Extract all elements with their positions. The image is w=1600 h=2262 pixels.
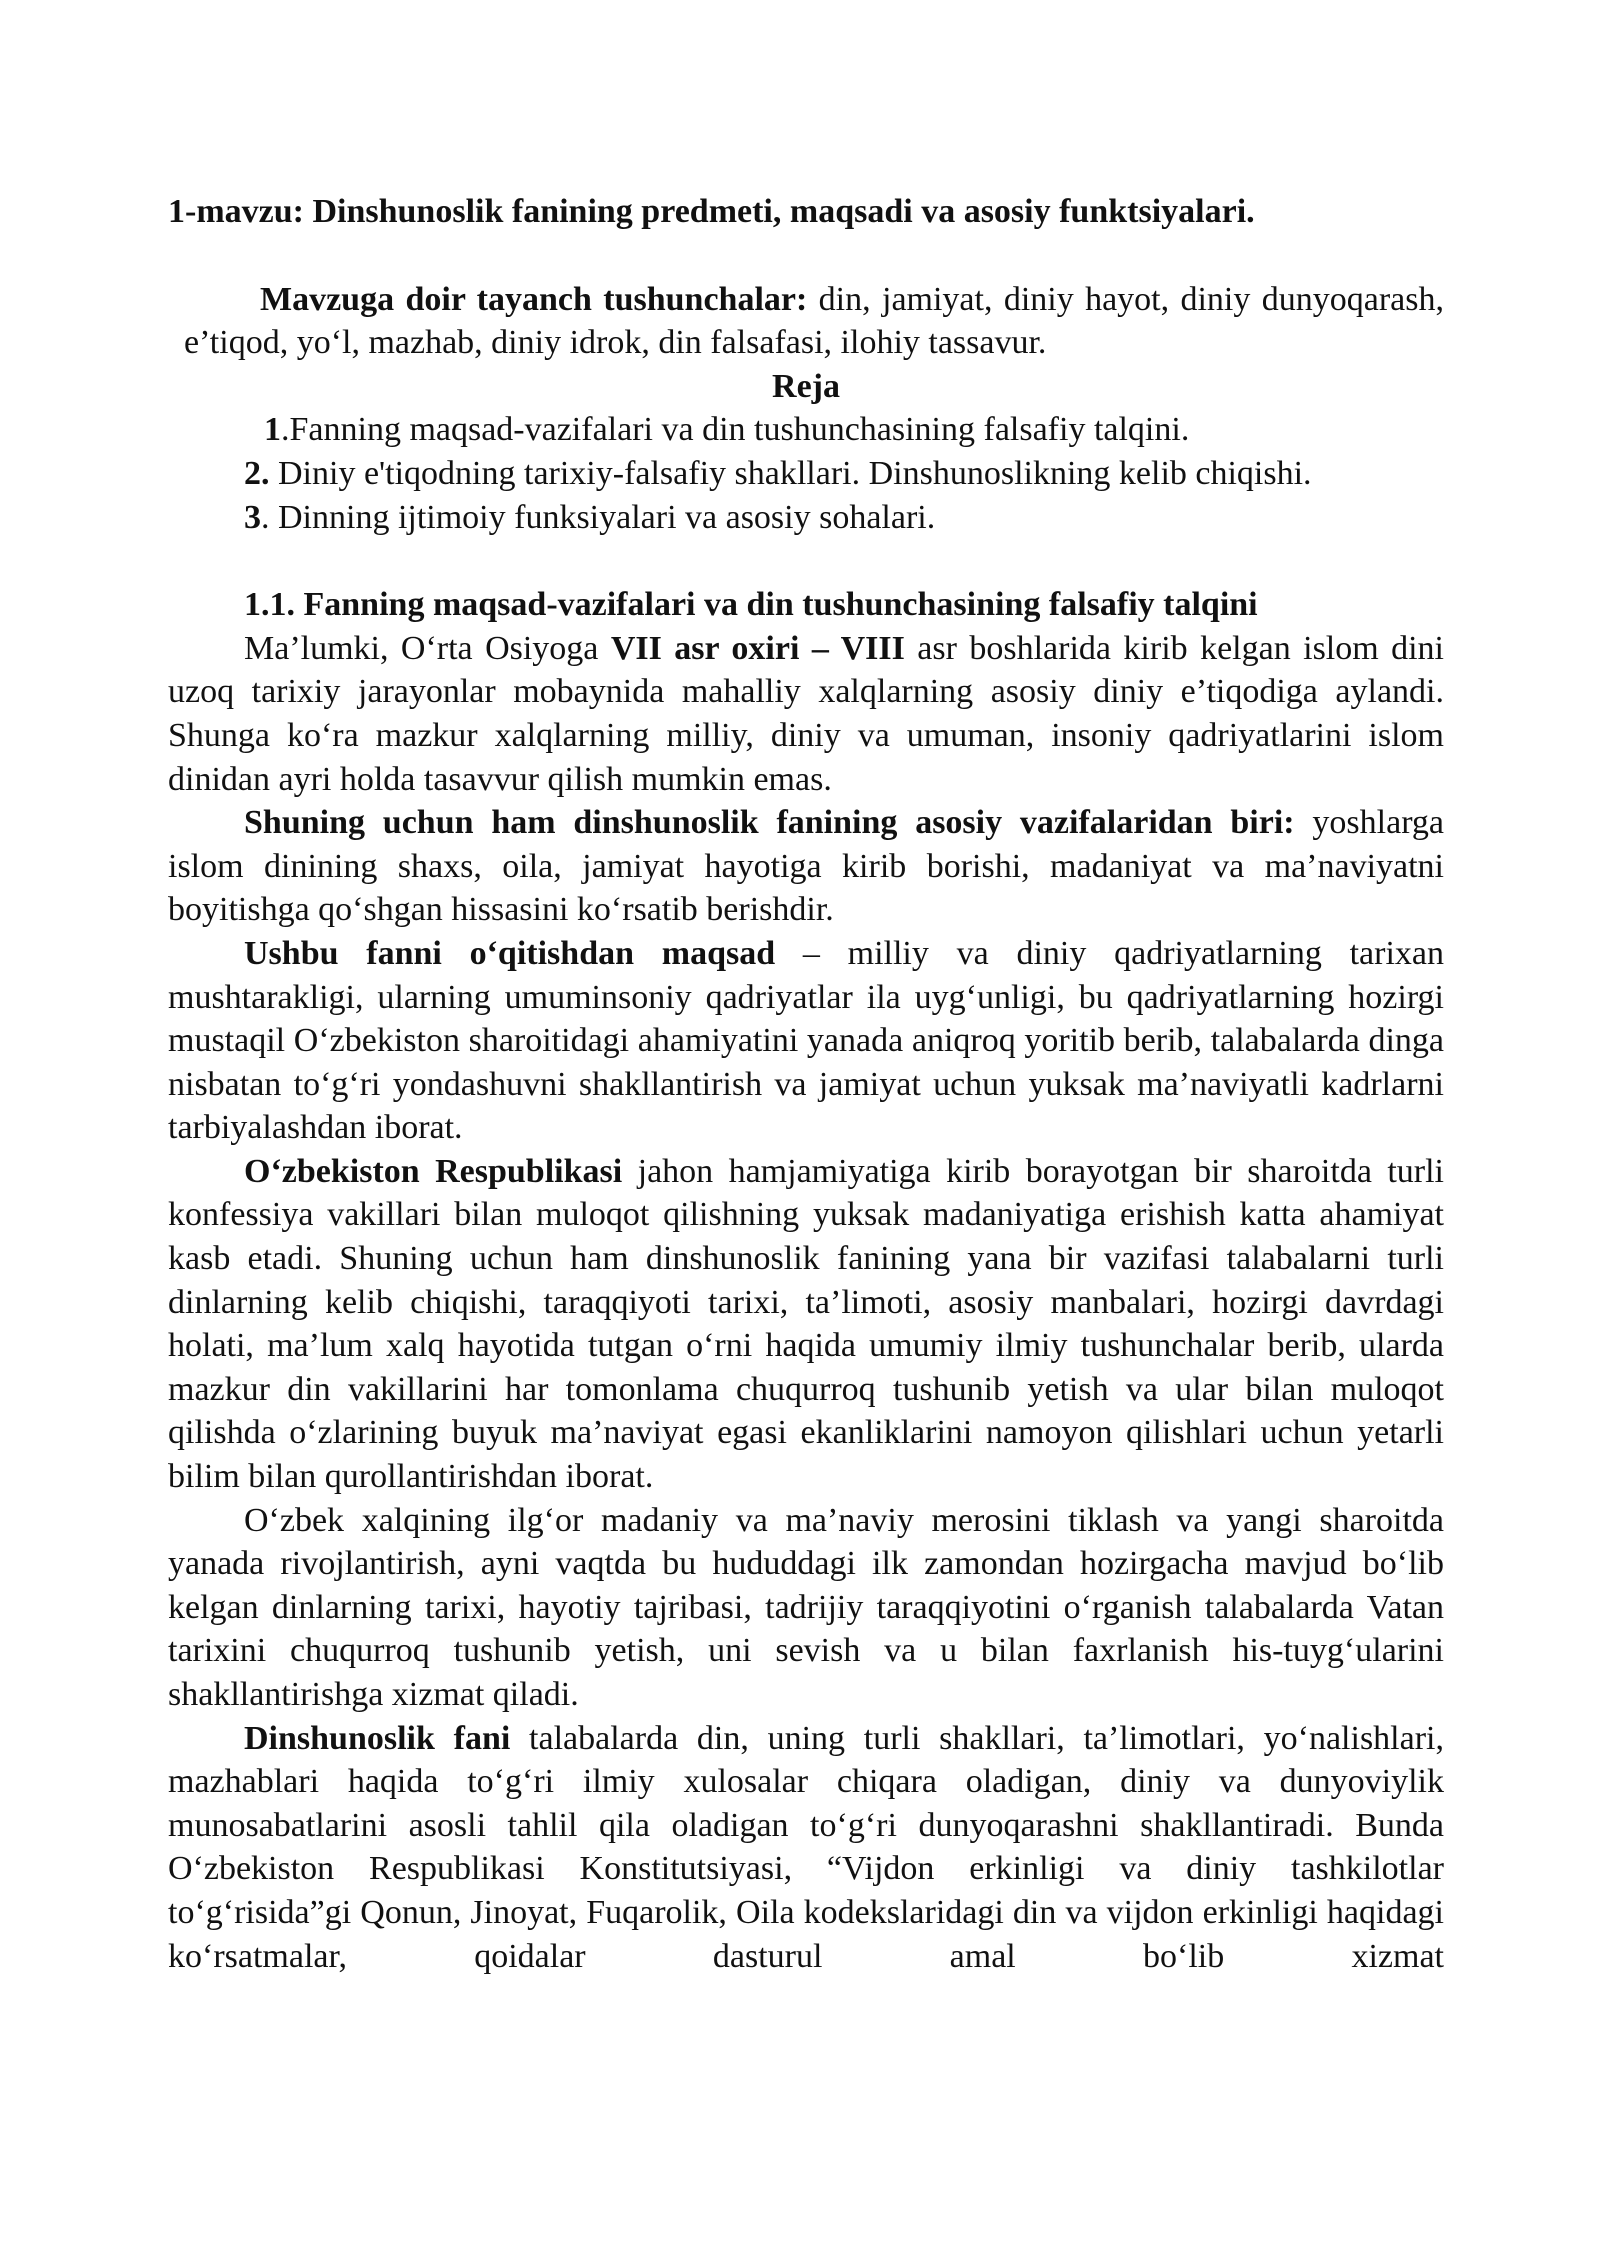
plan-heading: Reja [772, 367, 840, 405]
body-paragraph [168, 1717, 1444, 1979]
body-paragraph [168, 932, 1444, 1150]
page-title: 1-mavzu: Dinshunoslik fanining predmeti, maqsadi va asosiy funktsiyalari. [168, 193, 1255, 230]
paragraph-text: talabalarda din, uning turli shakllari, ta’limotlari, yo‘nalishlari, mazhablari haqida to‘g‘ri ilmiy xulosalar chiqara oladigan, diniy va dunyoviylik munosabatlarini asosli tahlil qila oladigan to‘g‘ri dunyoqarashni shakllantiradi. Bunda O‘zbekiston Respublikasi Konstitutsiyasi, “Vijdon erkinligi va diniy tashkilotlar to‘g‘risida”gi Qonun, Jinoyat, Fuqarolik, Oila kodekslaridagi din va vijdon erkinligi haqidagi ko‘rsatmalar, qoidalar dasturul amal bo‘lib xizmat [168, 1719, 1444, 1975]
plan-item-number: 1 [264, 411, 281, 449]
plan-item-number: 2. [244, 454, 270, 492]
paragraph-emphasis: O‘zbekiston Respublikasi [244, 1152, 623, 1190]
paragraph-text: – milliy va diniy qadriyatlarning tarixan mushtarakligi, ularning umuminsoniy qadriyatlar ila uyg‘unligi, bu qadriyatlarning hozirgi mustaqil O‘zbekiston sharoitidagi ahamiyatini yanada aniqroq yoritib berib, talabalarda dinga nisbatan to‘g‘ri yondashuvni shakllantirish va jamiyat uchun yuksak ma’naviyatli kadrlarni tarbiyalashdan iborat. [168, 934, 1444, 1147]
paragraph-text: asr boshlarida kirib kelgan islom dini uzoq tarixiy jarayonlar mobaynida mahalliy xalqlarning asosiy diniy e’tiqodiga aylandi. Shunga ko‘ra mazkur xalqlarning milliy, diniy va umuman, insoniy qadriyatlarini islom dinidan ayri holda tasavvur qilish mumkin emas. [168, 629, 1445, 798]
paragraph-text: jahon hamjamiyatiga kirib borayotgan bir sharoitda turli konfessiya vakillari bilan muloqot qilishning yuksak madaniyatiga erishish katta ahamiyat kasb etadi. Shuning uchun ham dinshunoslik fanining yana bir vazifasi talabalarni turli dinlarning kelib chiqishi, taraqqiyoti tarixi, ta’limoti, asosiy manbalari, hozirgi davrdagi holati, ma’lum xalq hayotida tutgan o‘rni haqida umumiy ilmiy tushunchalar berib, ularda mazkur din vakillarini har tomonlama chuqurroq tushunib yetish va ular bilan muloqot qilishda o‘zlarining buyuk ma’naviyat egasi ekanliklarini namoyon qilishlari uchun yetarli bilim bilan qurollantirishdan iborat. [168, 1152, 1444, 1496]
body-paragraph [168, 627, 1444, 801]
paragraph-emphasis: Ushbu fanni o‘qitishdan maqsad [244, 934, 776, 972]
keywords-text: din, jamiyat, diniy hayot, diniy dunyoqarash, e’tiqod, yo‘l, mazhab, diniy idrok, din falsafasi, ilohiy tassavur. [184, 280, 1444, 362]
document-body [168, 190, 1444, 1978]
body-paragraph [168, 801, 1444, 932]
paragraph-lead: Ma’lumki, O‘rta Osiyoga [244, 629, 611, 667]
paragraph-text: yoshlarga islom dinining shaxs, oila, jamiyat hayotiga kirib borishi, madaniyat va ma’naviyatni boyitishga qo‘shgan hissasini ko‘rsatib berishdir. [168, 804, 1444, 929]
plan-item [168, 408, 1444, 452]
paragraph-emphasis: Shuning uchun ham dinshunoslik fanining asosiy vazifalaridan biri: [244, 804, 1295, 842]
paragraph-emphasis: Dinshunoslik fani [244, 1719, 511, 1757]
body-paragraph [168, 1499, 1444, 1717]
keywords-paragraph [168, 278, 1444, 365]
keywords-label: Mavzuga doir tayanch tushunchalar: [260, 280, 808, 318]
plan-item-text: .Fanning maqsad-vazifalari va din tushunchasining falsafiy talqini. [281, 411, 1190, 449]
section-heading: 1.1. Fanning maqsad-vazifalari va din tushunchasining falsafiy talqini [244, 586, 1258, 624]
plan-item-text: . Dinning ijtimoiy funksiyalari va asosiy sohalari. [261, 498, 936, 536]
plan-item-number: 3 [244, 498, 261, 536]
plan-item-text: Diniy e'tiqodning tarixiy-falsafiy shakllari. Dinshunoslikning kelib chiqishi. [269, 454, 1312, 492]
plan-item [168, 452, 1444, 496]
paragraph-emphasis: VII asr oxiri – VIII [610, 629, 905, 667]
paragraph-text: O‘zbek xalqining ilg‘or madaniy va ma’naviy merosini tiklash va yangi sharoitda yanada rivojlantirish, ayni vaqtda bu hududdagi ilk zamondan hozirgacha mavjud bo‘lib kelgan dinlarning tarixi, hayotiy tajribasi, tadrijiy taraqqiyotini o‘rganish talabalarda Vatan tarixini chuqurroq tushunib yetish, uni sevish va u bilan faxrlanish his-tuyg‘ularini shakllantirishga xizmat qiladi. [168, 1501, 1444, 1713]
plan-item [168, 496, 1444, 540]
body-paragraph [168, 1150, 1444, 1499]
